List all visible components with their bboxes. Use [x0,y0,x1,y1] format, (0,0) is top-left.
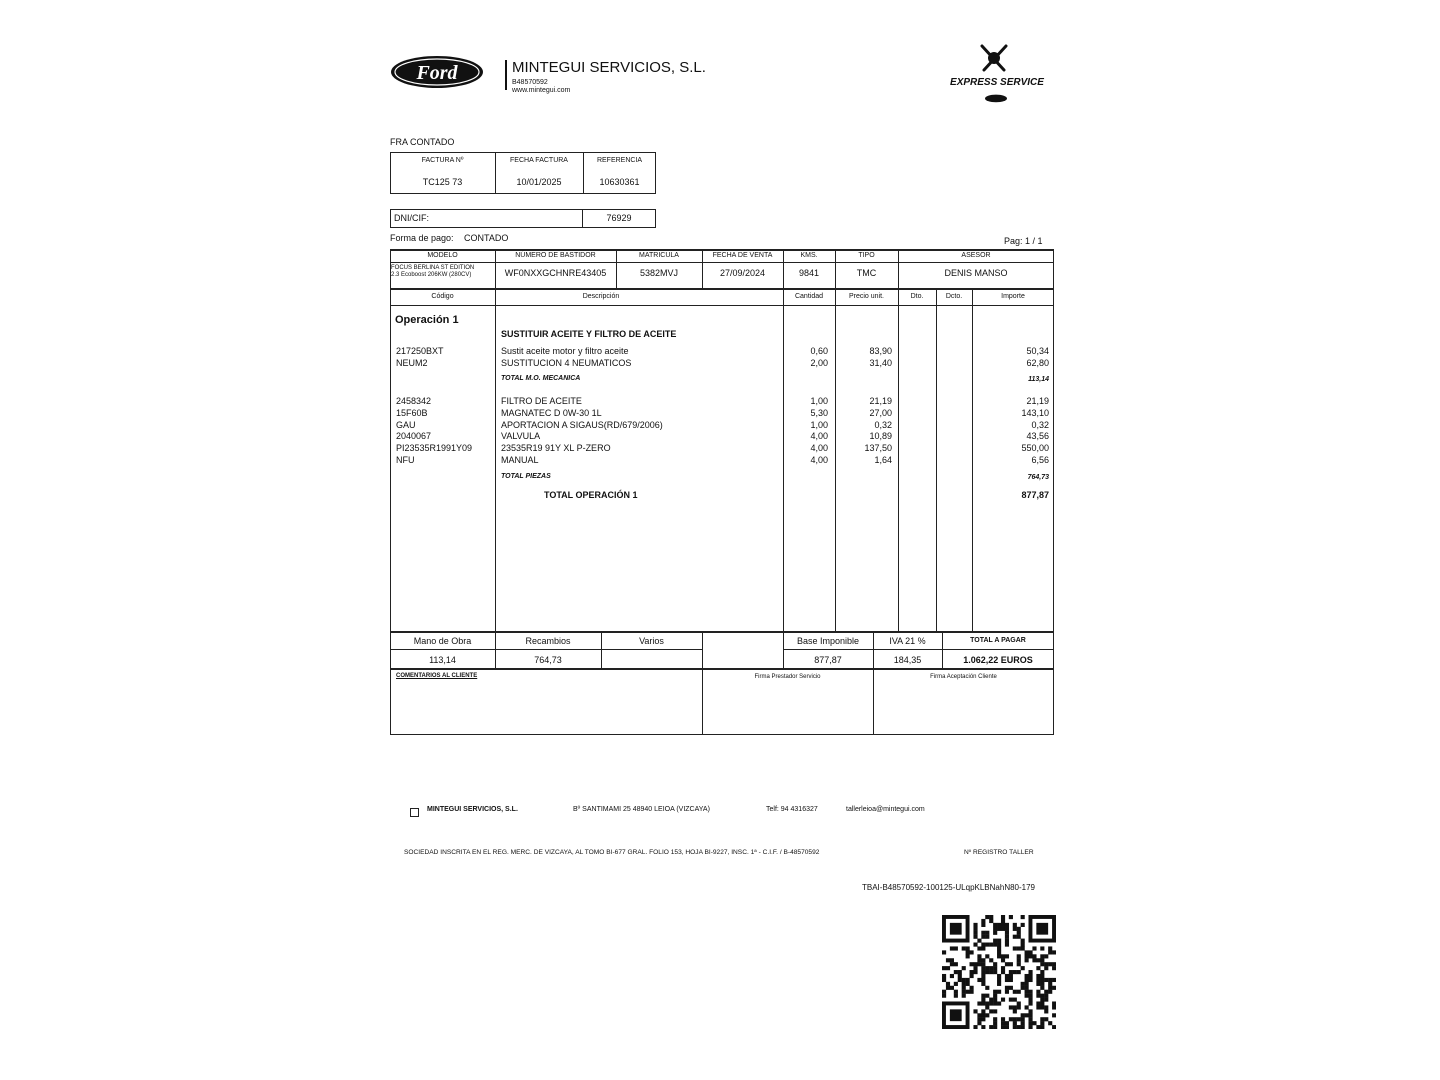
dni-label: DNI/CIF: [394,213,429,223]
parts-sum: 764,73 [534,655,562,665]
table-row-desc: 23535R19 91Y XL P-ZERO [501,443,611,454]
col-description: Descripción [582,293,620,300]
table-row-price: 1,64 [874,454,892,465]
parts-codes [396,396,472,467]
table-row-qty: 2,00 [810,357,828,368]
vin-label: NÚMERO DE BASTIDOR [515,252,596,259]
advisor-label: ASESOR [961,252,991,259]
table-row-price: 31,40 [869,357,892,368]
parts-qtys [784,396,828,467]
table-row-price: 10,89 [869,431,892,442]
table-row-amount: 0,32 [1031,419,1049,430]
table-row-desc: APORTACION A SIGAUS(RD/679/2006) [501,419,663,430]
table-row-qty: 4,00 [810,443,828,454]
invoice-date-label: FECHA FACTURA [510,157,568,164]
table-row-code: NEUM2 [396,357,428,368]
vehicle-model-line2: 2.3 Ecoboost 206KW (280CV) [391,272,472,278]
type-label: TIPO [858,252,875,259]
vehicle-vin: WF0NXXGCHNRE43405 [504,268,607,278]
table-row-amount: 21,19 [1026,396,1049,406]
parts-descs [501,396,663,467]
table-row-amount: 62,80 [1026,357,1049,368]
table-row-desc: VALVULA [501,431,541,442]
table-row-price: 0,32 [874,419,892,430]
footer-workshop-reg: Nº REGISTRO TALLER [964,849,1034,856]
vat-amount: 184,35 [893,655,922,665]
table-row-qty: 4,00 [810,454,828,465]
labor-amounts [973,346,1049,370]
table-row-desc: MANUAL [501,454,539,465]
vehicle-type: TMC [856,268,877,278]
labor-qtys [784,346,828,370]
company-web: www.mintegui.com [512,87,571,94]
table-row-qty: 4,00 [810,431,828,442]
total-label: TOTAL A PAGAR [970,637,1026,644]
footer-company: MINTEGUI SERVICIOS, S.L. [427,806,518,813]
col-code: Código [431,293,454,300]
base-label: Base Imponible [796,636,860,646]
vehicle-sale-date: 27/09/2024 [719,268,766,278]
labor-prices [836,346,892,370]
vehicle-model-line1: FOCUS BERLINA ST EDITION [391,265,475,271]
table-row-qty: 5,30 [810,407,828,418]
sale-date-label: FECHA DE VENTA [712,252,773,259]
table-row-desc: FILTRO DE ACEITE [501,396,582,406]
table-row-amount: 50,34 [1026,346,1049,356]
company-name: MINTEGUI SERVICIOS, S.L. [512,59,706,76]
col-discount2: Dcto. [945,293,963,300]
express-service-logo [942,40,1052,104]
table-row-price: 137,50 [864,443,892,454]
table-row-price: 21,19 [869,396,892,406]
vat-label: IVA 21 % [889,636,926,646]
checkbox-icon [410,808,419,817]
vehicle-advisor: DENIS MANSO [944,268,1008,278]
table-row-code: PI23535R1991Y09 [396,443,473,454]
labor-codes [396,346,444,370]
express-service-text: EXPRESS SERVICE [950,77,1044,88]
km-label: KMS. [800,252,818,259]
parts-prices [836,396,892,467]
table-row-amount: 6,56 [1031,454,1049,465]
payment-label: Forma de pago: [390,233,454,243]
labor-sum: 113,14 [429,655,456,665]
col-unit-price: Precio unit. [848,293,885,300]
total-amount: 1.062,22 EUROS [963,655,1033,665]
table-row-qty: 1,00 [810,419,828,430]
invoice-number: TC125 73 [422,177,463,187]
col-discount: Dto. [910,293,924,300]
payment-method: CONTADO [464,233,509,243]
labor-descs [501,346,631,370]
operation-total-label: TOTAL OPERACIÓN 1 [544,490,638,500]
table-row-qty: 0,60 [810,346,828,356]
labor-total-label: TOTAL M.O. MECANICA [501,375,581,382]
misc-sum-label: Varios [639,636,664,646]
footer-registry: SOCIEDAD INSCRITA EN EL REG. MERC. DE VIZCAYA, AL TOMO BI-677 GRAL. FOLIO 153, HOJA BI-9227, INSC. 1ª - C.I.F. / B-48570592 [404,849,820,856]
table-row-code: 217250BXT [396,346,444,356]
table-row-code: NFU [396,454,415,465]
parts-amounts [973,396,1049,467]
plate-label: MATRICULA [639,252,679,259]
comments-label: COMENTARIOS AL CLIENTE [396,673,478,679]
page-number: Pag: 1 / 1 [1004,236,1043,246]
header-divider [505,60,507,90]
client-signature-label: Firma Aceptación Cliente [930,674,997,680]
table-row-code: 2458342 [396,396,432,406]
operation-title: Operación 1 [395,314,459,326]
vehicle-model [391,265,495,279]
provider-signature-label: Firma Prestador Servicio [754,674,821,680]
parts-sum-label: Recambios [525,636,571,646]
parts-total: 764,73 [1027,474,1049,481]
model-label: MODELO [427,252,458,259]
invoice-reference-label: REFERENCIA [596,157,643,164]
tbai-code: TBAI-B48570592-100125-ULqpKLBNahN80-179 [862,883,1036,892]
footer-address: Bº SANTIMAMI 25 48940 LEIOA (VIZCAYA) [573,806,710,813]
invoice-date: 10/01/2025 [516,177,562,187]
table-row-desc: SUSTITUCION 4 NEUMATICOS [501,357,632,368]
doc-type: FRA CONTADO [390,137,455,147]
operation-heading: SUSTITUIR ACEITE Y FILTRO DE ACEITE [501,329,677,339]
table-row-desc: MAGNATEC D 0W-30 1L [501,407,602,418]
labor-total: 113,14 [1028,376,1049,383]
table-row-amount: 43,56 [1026,431,1049,442]
table-row-code: 2040067 [396,431,432,442]
ford-logo-text: Ford [416,62,458,84]
vehicle-plate: 5382MVJ [639,268,679,278]
labor-sum-label: Mano de Obra [413,636,472,646]
table-row-qty: 1,00 [810,396,828,406]
vehicle-km: 9841 [798,268,820,278]
footer-email: tallerleioa@mintegui.com [846,806,925,813]
table-row-price: 27,00 [869,407,892,418]
table-row-amount: 143,10 [1021,407,1049,418]
ford-logo [390,55,484,89]
col-amount: Importe [1001,293,1025,300]
items-table [390,289,1054,632]
table-row-desc: Sustit aceite motor y filtro aceite [501,346,629,356]
operation-total: 877,87 [1021,490,1049,500]
invoice-number-label: FACTURA Nº [421,157,464,164]
base-amount: 877,87 [814,655,842,665]
company-id: B48570592 [512,79,548,86]
parts-total-label: TOTAL PIEZAS [501,473,551,480]
footer-phone: Telf: 94 4316327 [766,806,818,813]
table-row-price: 83,90 [869,346,892,356]
table-row-code: GAU [396,419,416,430]
invoice-reference: 10630361 [599,177,640,187]
client-code: 76929 [606,213,632,223]
table-row-amount: 550,00 [1021,443,1049,454]
table-row-code: 15F60B [396,407,428,418]
col-quantity: Cantidad [794,293,824,300]
qr-code [942,915,1056,1029]
